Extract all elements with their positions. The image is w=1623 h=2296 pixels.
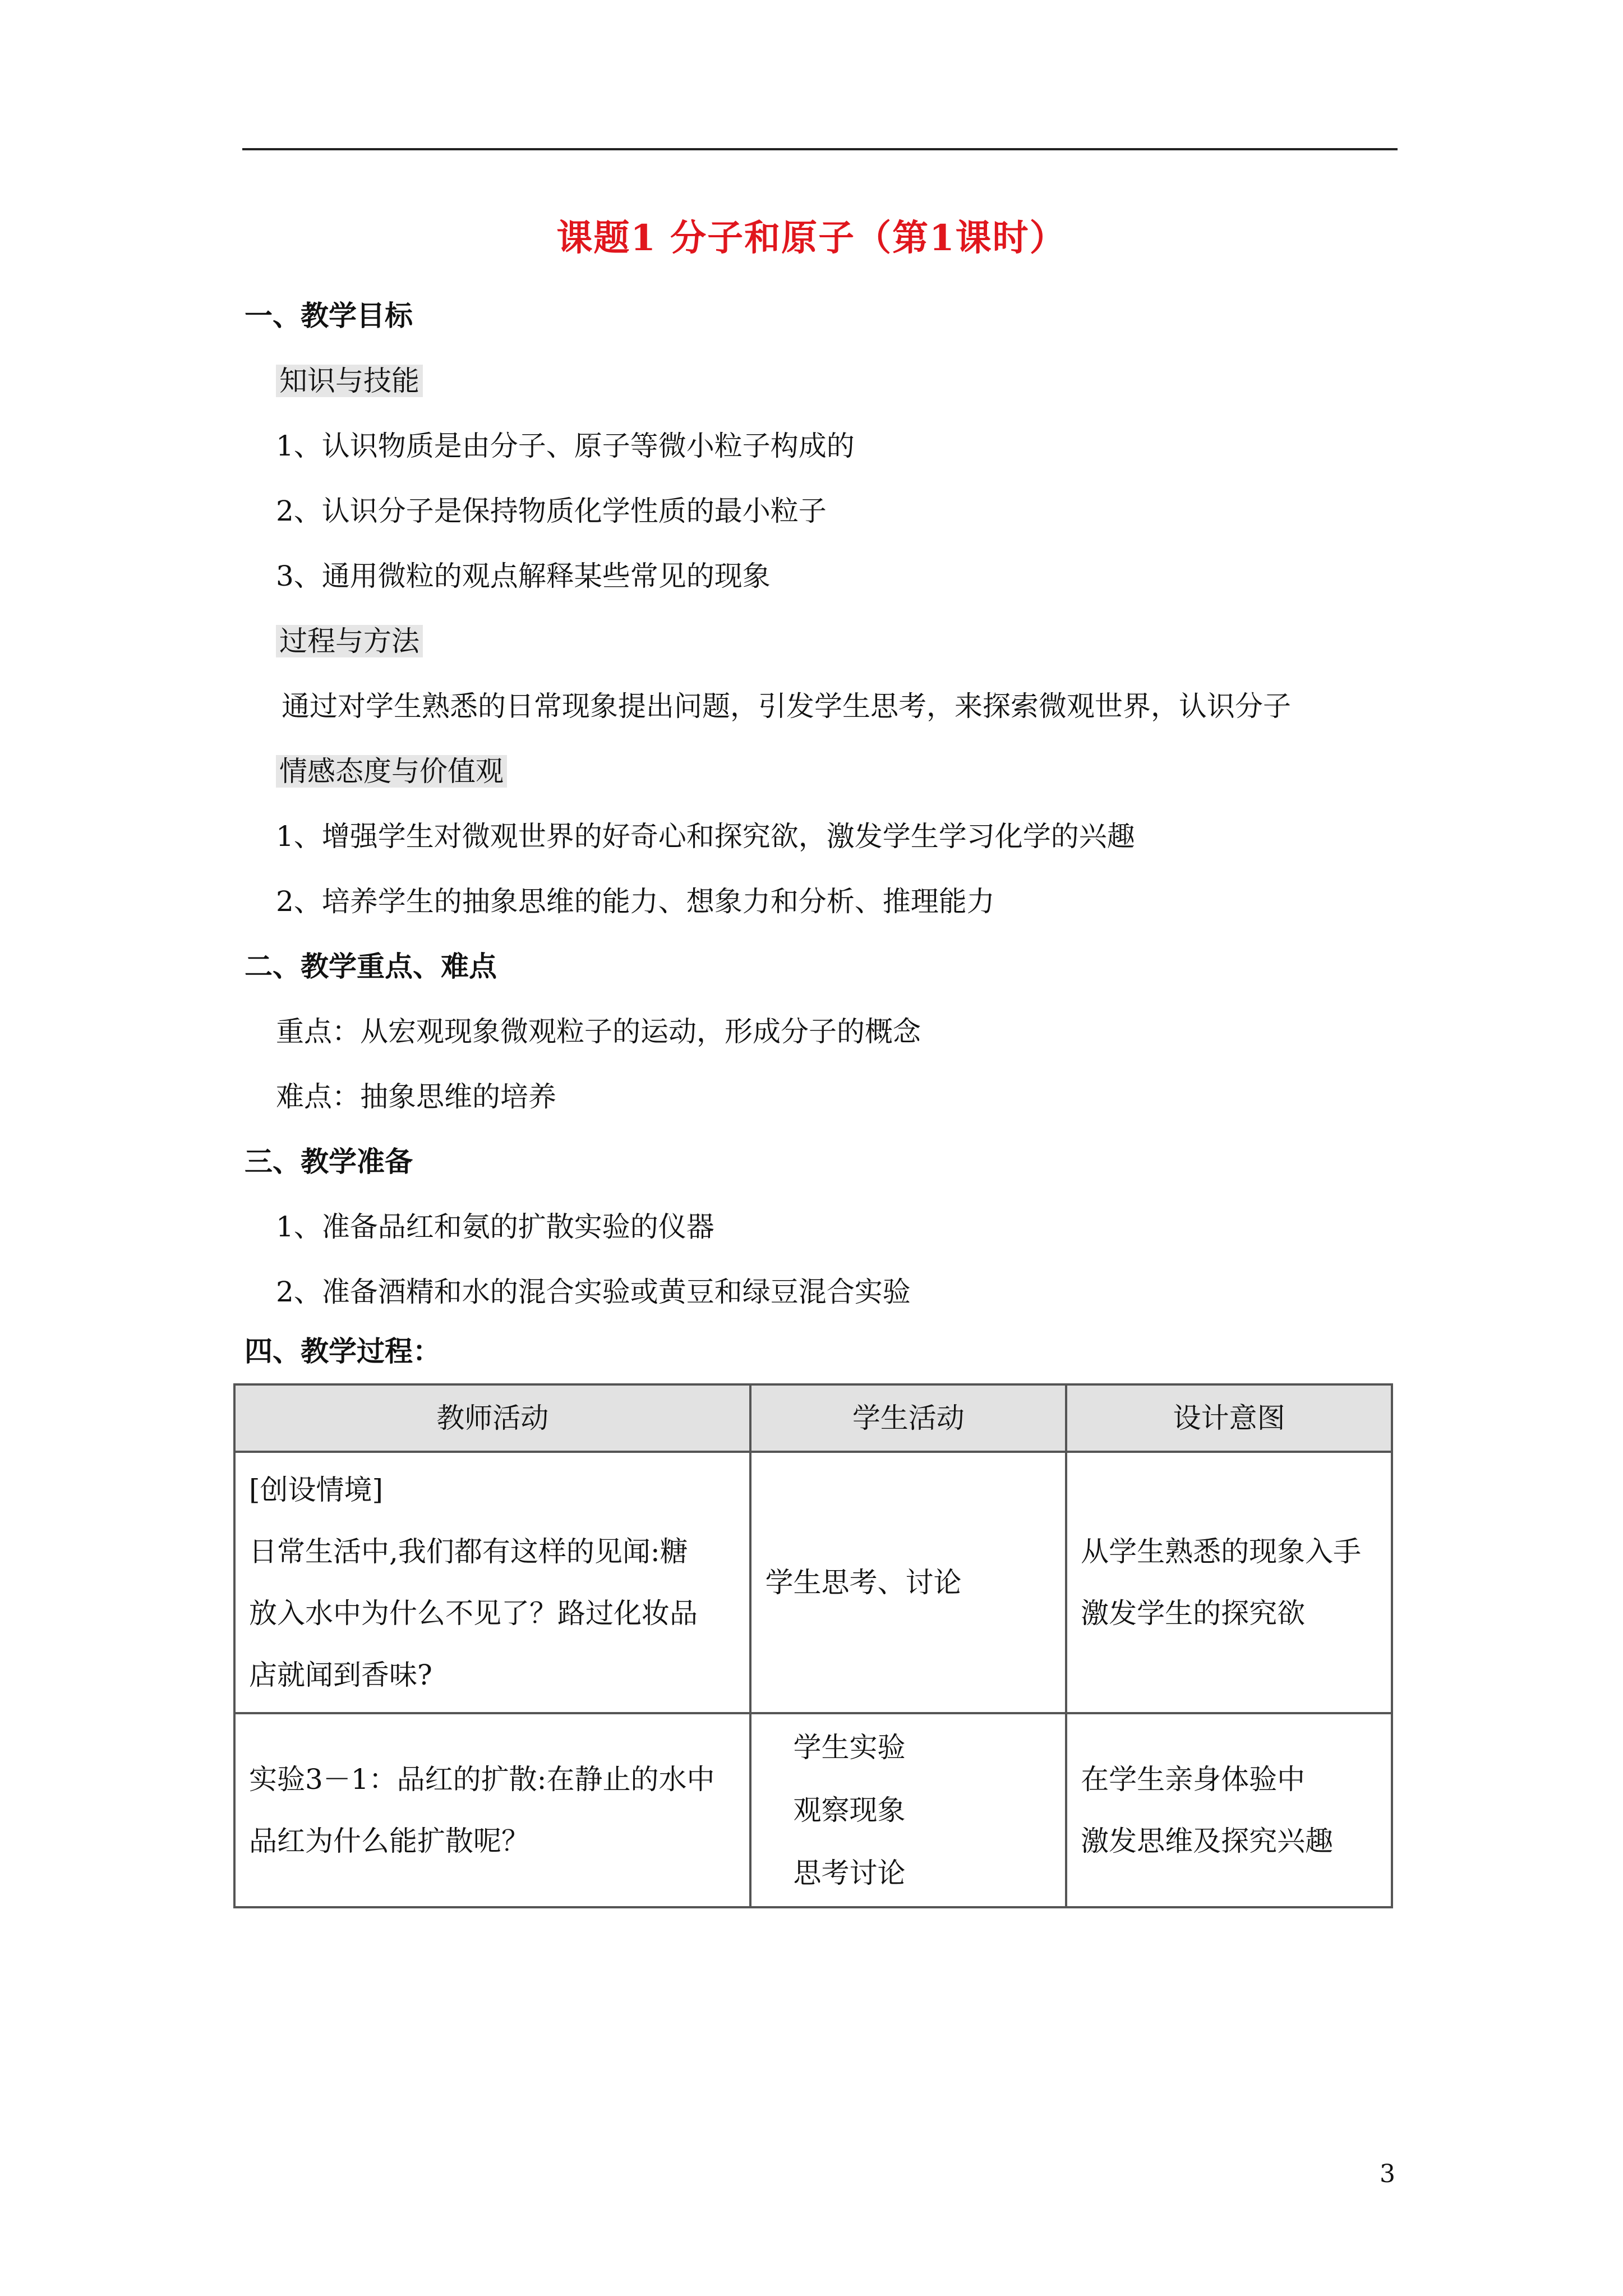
cell-line: 激发学生的探究欲 — [1081, 1597, 1306, 1630]
key-point: 重点：从宏观现象微观粒子的运动，形成分子的概念 — [276, 1015, 921, 1048]
column-header-intent: 设计意图 — [1066, 1384, 1392, 1452]
cell-line: 品红为什么能扩散呢？ — [249, 1825, 529, 1857]
section-heading-process: 四、教学过程： — [245, 1335, 441, 1368]
subheading-process — [276, 622, 423, 661]
cell-line: 从学生熟悉的现象入手 — [1081, 1535, 1362, 1568]
cell-line: 日常生活中,我们都有这样的见闻:糖 — [249, 1535, 688, 1568]
objective-item: 2、认识分子是保持物质化学性质的最小粒子 — [276, 495, 827, 527]
student-activity-cell — [750, 1713, 1066, 1907]
cell-line: 实验3－1：品红的扩散:在静止的水中 — [249, 1763, 715, 1796]
cell-line: 观察现象 — [793, 1794, 906, 1826]
header-rule — [242, 148, 1398, 150]
table-row — [234, 1713, 1392, 1907]
subheading-attitude — [276, 752, 507, 791]
preparation-item: 2、准备酒精和水的混合实验或黄豆和绿豆混合实验 — [276, 1276, 911, 1308]
teacher-activity-cell — [234, 1452, 750, 1713]
attitude-item: 1、增强学生对微观世界的好奇心和探究欲，激发学生学习化学的兴趣 — [276, 820, 1135, 853]
cell-line: 店就闻到香味? — [249, 1659, 432, 1691]
page-number: 3 — [1380, 2160, 1395, 2188]
table-row — [234, 1452, 1392, 1713]
section-heading-keypoints: 二、教学重点、难点 — [245, 950, 497, 983]
table-header-row — [234, 1384, 1392, 1452]
teacher-activity-cell — [234, 1713, 750, 1907]
design-intent-cell — [1066, 1452, 1392, 1713]
difficult-point: 难点：抽象思维的培养 — [276, 1080, 556, 1113]
cell-line: 学生实验 — [793, 1731, 906, 1764]
preparation-item: 1、准备品红和氨的扩散实验的仪器 — [276, 1211, 714, 1243]
cell-line: 放入水中为什么不见了？路过化妆品 — [249, 1597, 698, 1630]
column-header-teacher: 教师活动 — [234, 1384, 750, 1452]
column-header-student: 学生活动 — [750, 1384, 1066, 1452]
subheading-process-label: 过程与方法 — [276, 625, 423, 657]
cell-line: 在学生亲身体验中 — [1081, 1763, 1306, 1796]
design-intent-cell — [1066, 1713, 1392, 1907]
subheading-knowledge — [276, 361, 423, 401]
process-text: 通过对学生熟悉的日常现象提出问题，引发学生思考，来探索微观世界，认识分子 — [282, 690, 1291, 723]
objective-item: 1、认识物质是由分子、原子等微小粒子构成的 — [276, 430, 855, 462]
attitude-item: 2、培养学生的抽象思维的能力、想象力和分析、推理能力 — [276, 885, 995, 918]
section-heading-objectives: 一、教学目标 — [245, 299, 413, 332]
cell-line: 激发思维及探究兴趣 — [1081, 1825, 1334, 1857]
cell-line: [创设情境] — [249, 1474, 384, 1506]
student-activity-cell — [750, 1452, 1066, 1713]
cell-line: 思考讨论 — [793, 1857, 906, 1889]
cell-line: 学生思考、讨论 — [765, 1566, 962, 1599]
subheading-attitude-label: 情感态度与价值观 — [276, 755, 507, 788]
teaching-process-table — [233, 1383, 1393, 1908]
objective-item: 3、通用微粒的观点解释某些常见的现象 — [276, 560, 771, 592]
page-title: 课题1 分子和原子（第1课时） — [556, 217, 1067, 259]
section-heading-preparation: 三、教学准备 — [245, 1145, 413, 1178]
subheading-knowledge-label: 知识与技能 — [276, 365, 423, 397]
